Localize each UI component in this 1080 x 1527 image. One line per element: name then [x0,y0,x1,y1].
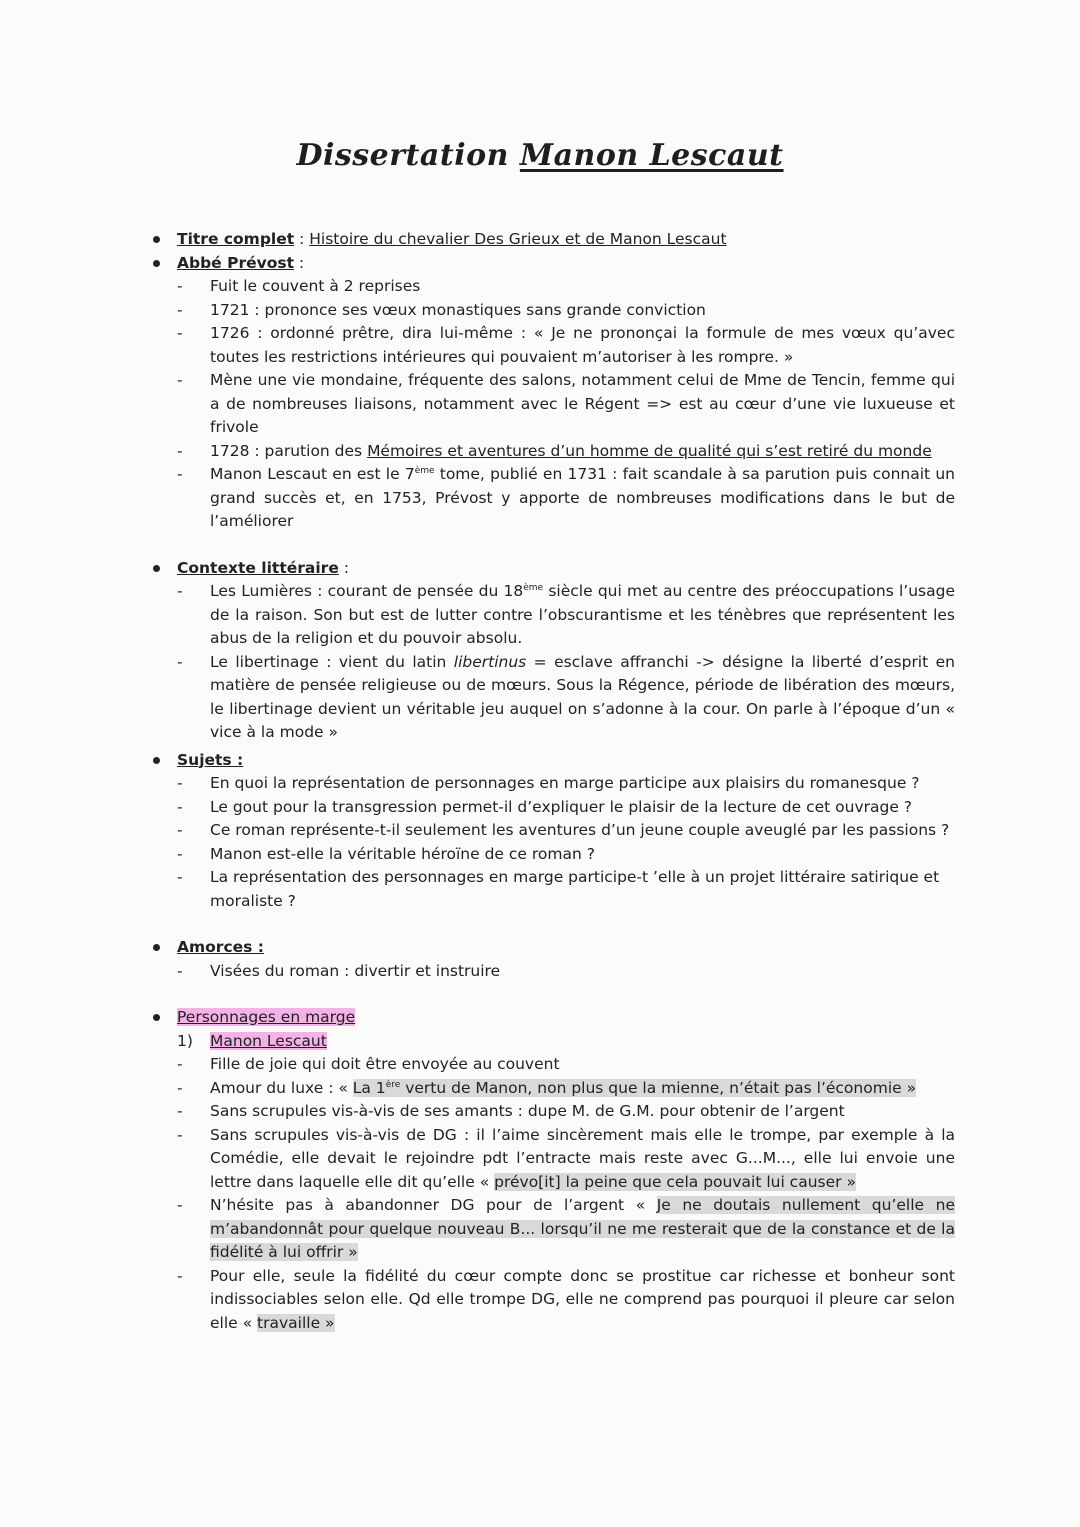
manon-item4-quote: prévo[it] la peine que cela pouvait lui causer » [494,1172,856,1191]
subsection-label: Manon Lescaut [210,1031,327,1050]
contexte-sep: : [338,558,349,577]
spacer [150,913,955,936]
manon-item4-a: Sans scrupules vis-à-vis de DG : il l’aime sincèrement mais elle le trompe, par exemple à la Comédie, elle devait le rejoindre pdt l’entracte mais reste avec G...M..., elle lui envoie une lettre dans laquelle elle dit qu’elle « [210,1125,955,1191]
list-item: - 1726 : ordonné prêtre, dira lui-même : « Je ne prononçai la formule de mes vœux qu’avec toutes les restrictions intérieures qui pouvaient m’autoriser à les rompre. » [177,322,955,369]
list-item [177,580,955,651]
list-item [177,1077,955,1101]
abbe-list [150,275,955,534]
sujets-list [150,772,955,913]
manon-item2-quote [353,1079,916,1097]
contexte-item2-latin: libertinus [453,652,527,671]
amorces-label: Amorces : [177,938,264,956]
abbe-item6-a: Manon Lescaut en est le 7 [210,465,415,483]
list-item [177,1265,955,1336]
title-main: Manon Lescaut [519,138,784,173]
contexte-item1-b: siècle qui met au centre des préoccupations l’usage de la raison. Son but est de lutter contre l’obscurantisme et les ténèbres que représentent les abus de la religion et du pouvoir absolu. [210,582,956,647]
abbe-item6-b: tome, publié en 1731 : fait scandale à sa parution puis connait un grand succès et, en 1753, Prévost y apporte de nombreuses modifications dans le but de l’améliorer [210,465,955,530]
sujets-label: Sujets : [177,750,244,769]
list-item: - Ce roman représente-t-il seulement les aventures d’un jeune couple aveuglé par les passions ? [177,819,955,843]
abbe-sep: : [294,253,305,272]
manon-item2-sup: ère [385,1079,401,1090]
contexte-item1-sup: ème [523,582,544,593]
page-title [0,138,1080,173]
manon-item5-quote: Je ne doutais nullement qu’elle ne m’abandonnât pour quelque nouveau B... lorsqu’il ne me resterait que de la constance et de la fidélité à lui offrir » [210,1196,955,1261]
manon-item5-a: N’hésite pas à abandonner DG pour de l’argent « [210,1196,657,1214]
manon-item2-q2: vertu de Manon, non plus que la mienne, n’était pas l’économie » [400,1078,917,1097]
section-abbe [150,252,955,276]
section-amorces [150,936,955,960]
contexte-list [150,580,955,745]
list-item: - 1721 : prononce ses vœux monastiques sans grande conviction [177,299,955,323]
section-contexte [150,557,955,581]
contexte-item2-a: Le libertinage : vient du latin [210,652,454,671]
list-item: - Le gout pour la transgression permet-il d’expliquer le plaisir de la lecture de cet ouvrage ? [177,796,955,820]
list-item [177,651,955,745]
personnages-label: Personnages en marge [177,1008,356,1026]
titre-value: Histoire du chevalier Des Grieux et de Manon Lescaut [309,230,727,248]
list-item: - Manon est-elle la véritable héroïne de ce roman ? [177,843,955,867]
titre-sep: : [294,230,310,248]
list-item [177,1124,955,1195]
contexte-item2-b: = esclave affranchi -> désigne la liberté d’esprit en matière de pensée religieuse ou de mœurs. Sous la Régence, période de libération des mœurs, le libertinage devient un véritable jeu auquel on s’adonne à la cour. On parle à l’époque d’un « vice à la mode » [210,652,955,741]
list-item: - Mène une vie mondaine, fréquente des salons, notamment celui de Mme de Tencin, femme qui a de nombreuses liaisons, notamment avec le Régent => est au cœur d’une vie luxueuse et frivole [177,369,955,440]
section-titre [150,228,955,252]
list-item: - En quoi la représentation de personnages en marge participe aux plaisirs du romanesque ? [177,772,955,796]
title-prefix: Dissertation [296,138,520,173]
spacer [150,983,955,1006]
list-item [177,463,955,534]
document-body [150,228,955,1335]
amorces-list [150,960,955,984]
section-sujets [150,749,955,773]
titre-label: Titre complet [177,230,295,248]
section-personnages [150,1006,955,1030]
manon-item6-a: Pour elle, seule la fidélité du cœur compte donc se prostitue car richesse et bonheur sont indissociables selon elle. Qd elle trompe DG, elle ne comprend pas pourquoi il pleure car selon elle « [210,1266,955,1332]
manon-item6-quote: travaille » [257,1313,335,1332]
subsection-number: 1) [177,1031,193,1050]
abbe-item5-prefix: 1728 : parution des [210,441,368,460]
list-item: - Fille de joie qui doit être envoyée au couvent [177,1053,955,1077]
abbe-item5-title: Mémoires et aventures d’un homme de qualité qui s’est retiré du monde [367,441,932,460]
list-item [177,440,955,464]
abbe-label: Abbé Prévost [177,253,294,272]
list-item: - Fuit le couvent à 2 reprises [177,275,955,299]
manon-item2-q1: La 1 [352,1078,386,1097]
list-item: - Visées du roman : divertir et instruire [177,960,955,984]
spacer [150,534,955,557]
list-item [177,1194,955,1265]
personnages-list [150,1030,955,1336]
list-item: - La représentation des personnages en marge participe-t ’elle à un projet littéraire satirique et moraliste ? [177,866,955,913]
contexte-label: Contexte littéraire [177,558,339,577]
list-item: - Sans scrupules vis-à-vis de ses amants : dupe M. de G.M. pour obtenir de l’argent [177,1100,955,1124]
contexte-item1-a: Les Lumières : courant de pensée du 18 [210,582,524,600]
abbe-item6-sup: ème [414,465,435,476]
manon-item2-a: Amour du luxe : « [210,1078,353,1097]
subsection-manon [177,1030,955,1054]
